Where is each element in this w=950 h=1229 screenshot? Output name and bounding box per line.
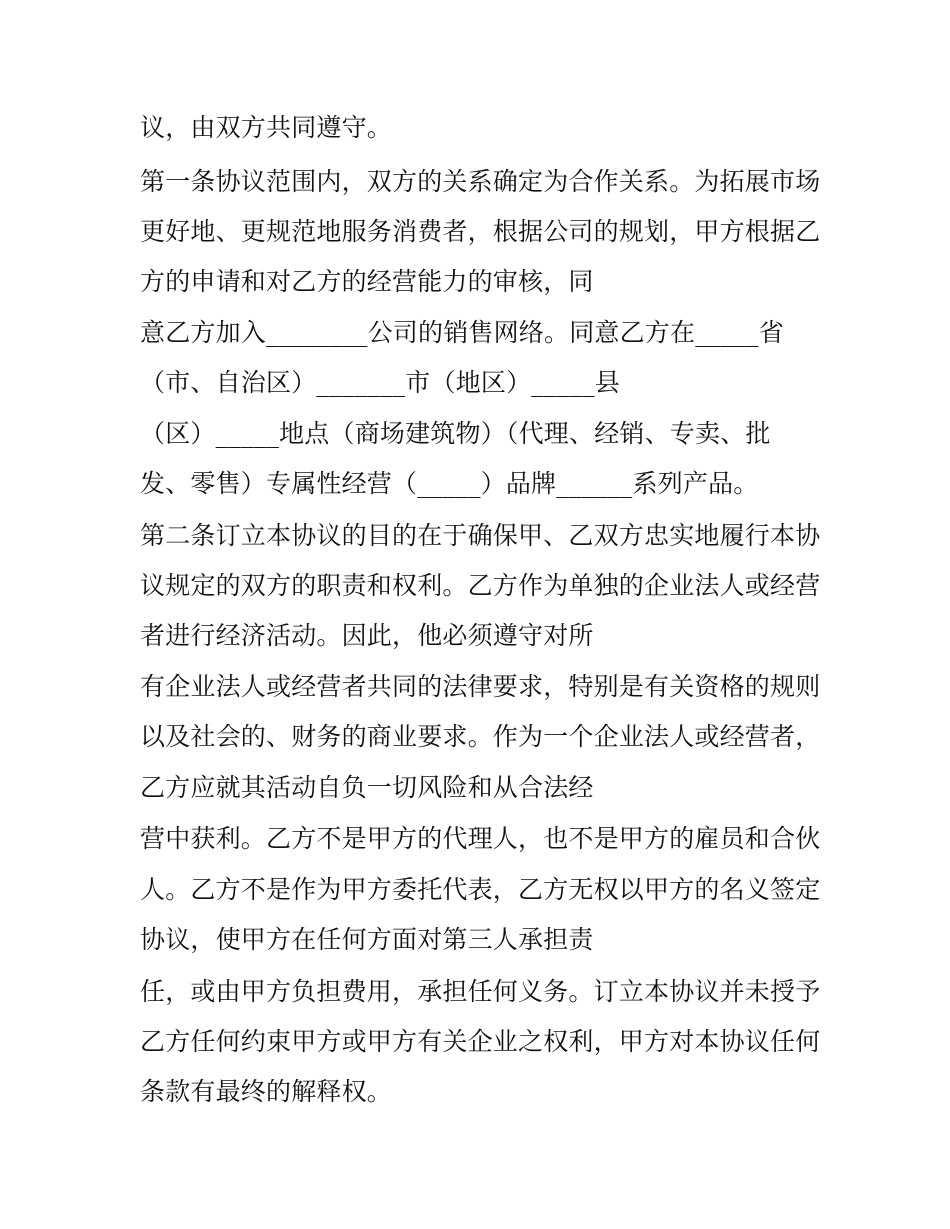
text-line: 方的申请和对乙方的经营能力的审核，同 xyxy=(140,267,594,296)
text-line: 议，由双方共同遵守。 xyxy=(140,113,393,142)
text-line: 条款有最终的解释权。 xyxy=(140,1077,393,1106)
text-line: 人。乙方不是作为甲方委托代表，乙方无权以甲方的名义签定 xyxy=(140,875,821,904)
text-line: 协议，使甲方在任何方面对第三人承担责 xyxy=(140,925,594,954)
text-line: 者进行经济活动。因此，他必须遵守对所 xyxy=(140,621,594,650)
text-line: 第一条协议范围内，双方的关系确定为合作关系。为拓展市场 xyxy=(140,167,821,196)
text-line: 发、零售）专属性经营（_____）品牌______系列产品。 xyxy=(140,469,759,498)
text-line: 乙方任何约束甲方或甲方有关企业之权利，甲方对本协议任何 xyxy=(140,1027,821,1056)
text-line: 更好地、更规范地服务消费者，根据公司的规划，甲方根据乙 xyxy=(140,217,821,246)
text-line: 有企业法人或经营者共同的法律要求，特别是有关资格的规则 xyxy=(140,672,821,701)
text-line: 乙方应就其活动自负一切风险和从合法经 xyxy=(140,773,594,802)
text-line: （区）_____地点（商场建筑物）（代理、经销、专卖、批 xyxy=(140,419,771,448)
text-line: 议规定的双方的职责和权利。乙方作为单独的企业法人或经营 xyxy=(140,571,821,600)
text-line: 第二条订立本协议的目的在于确保甲、乙双方忠实地履行本协 xyxy=(140,521,821,550)
text-line: （市、自治区）_______市（地区）_____县 xyxy=(140,368,621,397)
text-line: 意乙方加入________公司的销售网络。同意乙方在_____省 xyxy=(140,318,784,347)
text-line: 任，或由甲方负担费用，承担任何义务。订立本协议并未授予 xyxy=(140,977,821,1006)
text-line: 营中获利。乙方不是甲方的代理人，也不是甲方的雇员和合伙 xyxy=(140,824,821,853)
text-line: 以及社会的、财务的商业要求。作为一个企业法人或经营者， xyxy=(140,722,821,751)
